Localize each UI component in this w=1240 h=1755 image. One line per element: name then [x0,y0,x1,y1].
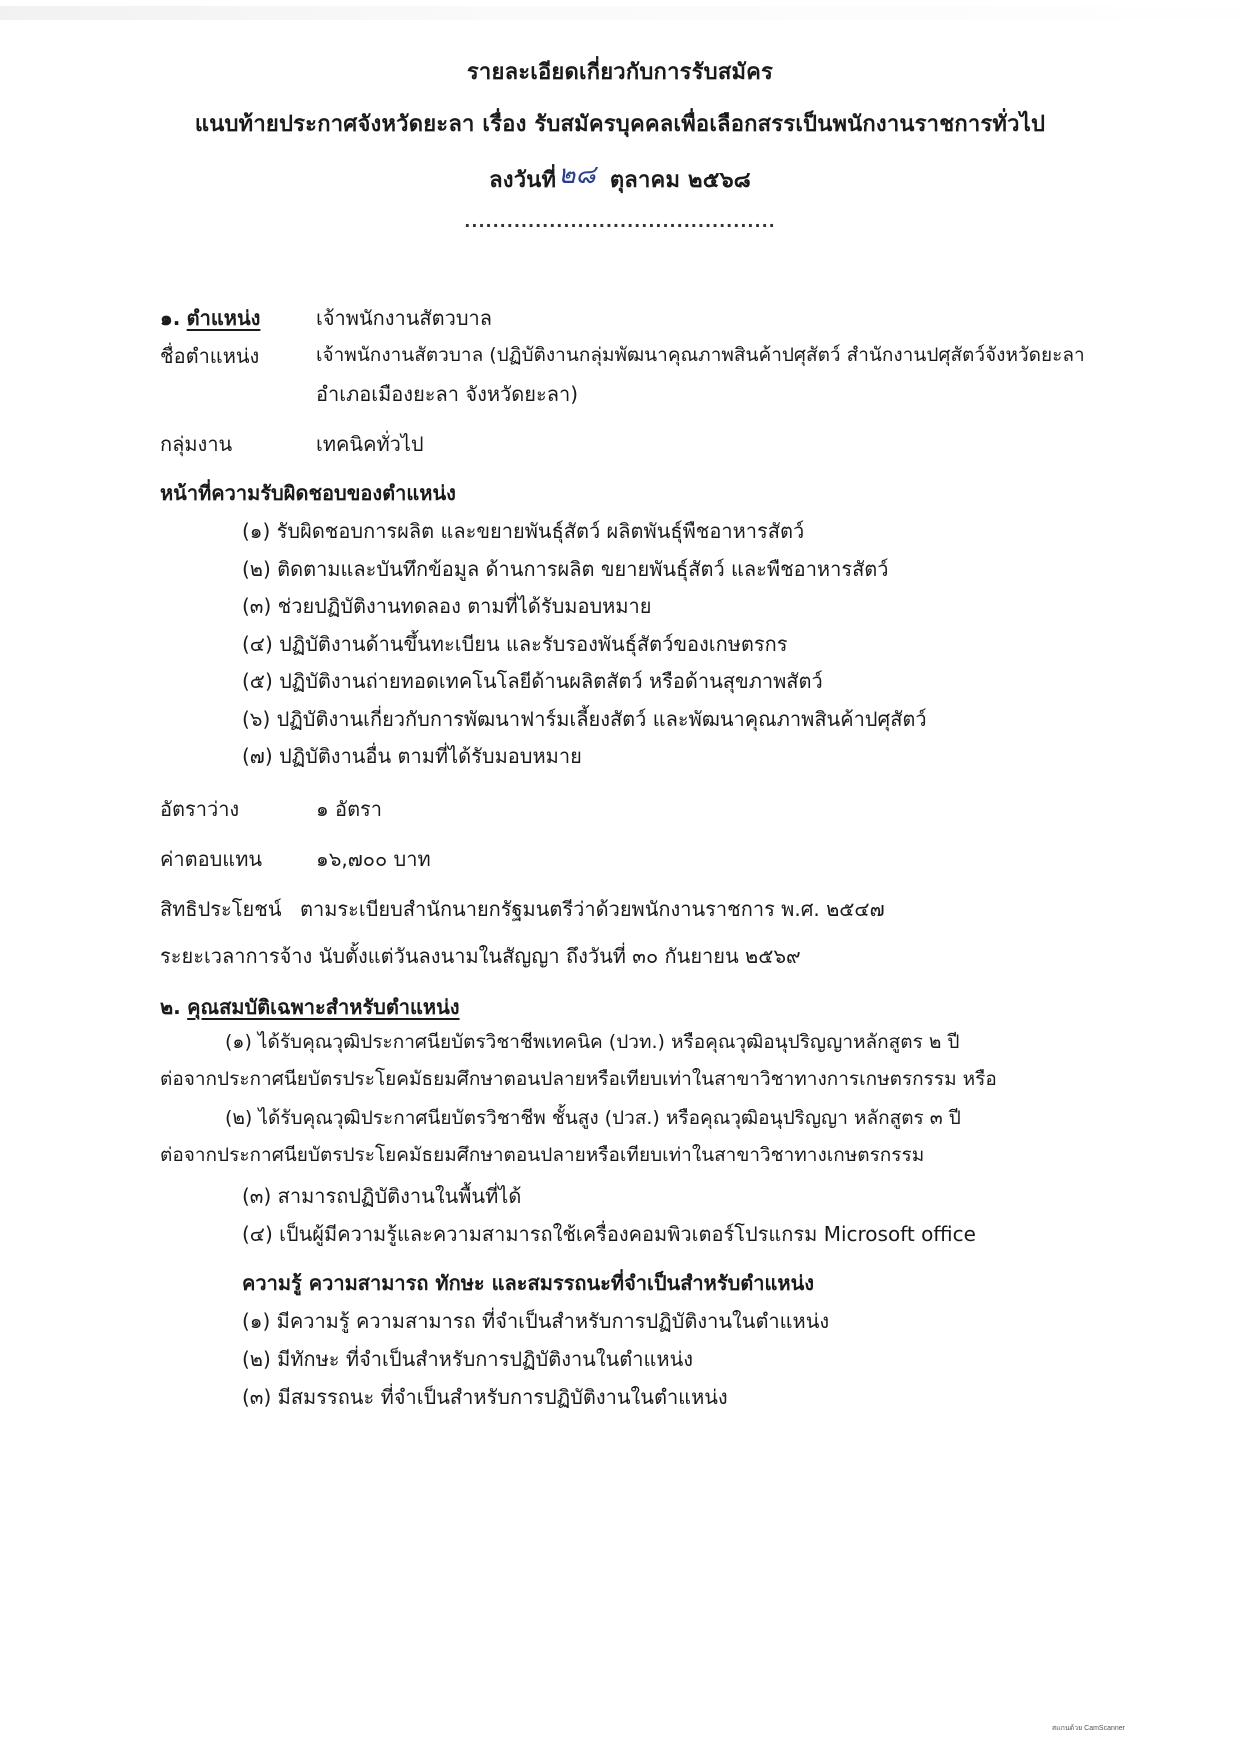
date-prefix: ลงวันที่ [489,168,557,193]
vacancy-value: ๑ อัตรา [316,797,383,821]
position-label [160,302,260,334]
separator-dots: ............................................ [464,212,776,231]
section2-heading [160,991,460,1023]
duty-item: (๑) รับผิดชอบการผลิต และขยายพันธุ์สัตว์ ผลิตพันธุ์พืชอาหารสัตว์ [242,519,805,543]
section1-number: ๑. [160,306,181,330]
document-title: รายละเอียดเกี่ยวกับการรับสมัคร [466,60,774,85]
competency-item: (๒) มีทักษะ ที่จำเป็นสำหรับการปฏิบัติงานในตำแหน่ง [242,1347,694,1371]
position-name-line1: เจ้าพนักงานสัตวบาล (ปฏิบัติงานกลุ่มพัฒนาคุณภาพสินค้าปศุสัตว์ สำนักงานปศุสัตว์จังหวัดยะลา [316,344,1085,366]
section2-number: ๒. [160,995,181,1019]
duties-heading: หน้าที่ความรับผิดชอบของตำแหน่ง [160,481,456,505]
qualification-4: (๔) เป็นผู้มีความรู้และความสามารถใช้เครื่องคอมพิวเตอร์โปรแกรม Microsoft office [242,1222,976,1246]
duty-item: (๗) ปฏิบัติงานอื่น ตามที่ได้รับมอบหมาย [242,744,582,768]
competency-item: (๓) มีสมรรถนะ ที่จำเป็นสำหรับการปฏิบัติงานในตำแหน่ง [242,1385,728,1409]
section2-heading-text: คุณสมบัติเฉพาะสำหรับตำแหน่ง [187,995,460,1019]
duty-item: (๕) ปฏิบัติงานถ่ายทอดเทคโนโลยีด้านผลิตสัตว์ หรือด้านสุขภาพสัตว์ [242,669,823,693]
duty-item: (๒) ติดตามและบันทึกข้อมูล ด้านการผลิต ขยายพันธุ์สัตว์ และพืชอาหารสัตว์ [242,557,889,581]
duty-item: (๖) ปฏิบัติงานเกี่ยวกับการพัฒนาฟาร์มเลี้ยงสัตว์ และพัฒนาคุณภาพสินค้าปศุสัตว์ [242,707,927,731]
qualification-1-line2: ต่อจากประกาศนียบัตรประโยคมัธยมศึกษาตอนปลายหรือเทียบเท่าในสาขาวิชาทางการเกษตรกรรม หรือ [160,1068,997,1090]
competency-item: (๑) มีความรู้ ความสามารถ ที่จำเป็นสำหรับการปฏิบัติงานในตำแหน่ง [242,1309,830,1333]
document-subtitle: แนบท้ายประกาศจังหวัดยะลา เรื่อง รับสมัครบุคคลเพื่อเลือกสรรเป็นพนักงานราชการทั่วไป [194,112,1046,137]
qualification-1-line1: (๑) ได้รับคุณวุฒิประกาศนียบัตรวิชาชีพเทคนิค (ปวท.) หรือคุณวุฒิอนุปริญญาหลักสูตร ๒ ปี [225,1031,960,1053]
employment-period: ระยะเวลาการจ้าง นับตั้งแต่วันลงนามในสัญญา ถึงวันที่ ๓๐ กันยายน ๒๕๖๙ [160,944,801,968]
camscanner-watermark: สแกนด้วย CamScanner [1051,1725,1125,1732]
competency-heading: ความรู้ ความสามารถ ทักษะ และสมรรถนะที่จำเป็นสำหรับตำแหน่ง [242,1271,815,1295]
date-month-year: ตุลาคม ๒๕๖๘ [609,168,751,193]
group-label: กลุ่มงาน [160,432,233,456]
vacancy-label: อัตราว่าง [160,797,240,821]
position-name-line2: อำเภอเมืองยะลา จังหวัดยะลา) [316,382,579,406]
benefits-label: สิทธิประโยชน์ [160,897,282,921]
handwritten-day: ๒๘ [558,160,596,190]
salary-label: ค่าตอบแทน [160,847,263,871]
scan-artifact [0,6,1240,20]
duty-item: (๔) ปฏิบัติงานด้านขึ้นทะเบียน และรับรองพันธุ์สัตว์ของเกษตรกร [242,632,788,656]
position-name-label: ชื่อตำแหน่ง [160,344,260,368]
group-value: เทคนิคทั่วไป [316,432,424,456]
position-value: เจ้าพนักงานสัตวบาล [316,306,493,330]
benefits-value: ตามระเบียบสำนักนายกรัฐมนตรีว่าด้วยพนักงานราชการ พ.ศ. ๒๕๔๗ [300,897,885,921]
qualification-2-line1: (๒) ได้รับคุณวุฒิประกาศนียบัตรวิชาชีพ ชั้นสูง (ปวส.) หรือคุณวุฒิอนุปริญญา หลักสูตร ๓ ปี [225,1107,961,1129]
position-label-text: ตำแหน่ง [186,306,261,330]
salary-value: ๑๖,๗๐๐ บาท [316,847,431,871]
qualification-3: (๓) สามารถปฏิบัติงานในพื้นที่ได้ [242,1184,522,1208]
duty-item: (๓) ช่วยปฏิบัติงานทดลอง ตามที่ได้รับมอบหมาย [242,594,652,618]
document-date [0,158,1240,199]
qualification-2-line2: ต่อจากประกาศนียบัตรประโยคมัธยมศึกษาตอนปลายหรือเทียบเท่าในสาขาวิชาทางเกษตรกรรม [160,1144,925,1166]
